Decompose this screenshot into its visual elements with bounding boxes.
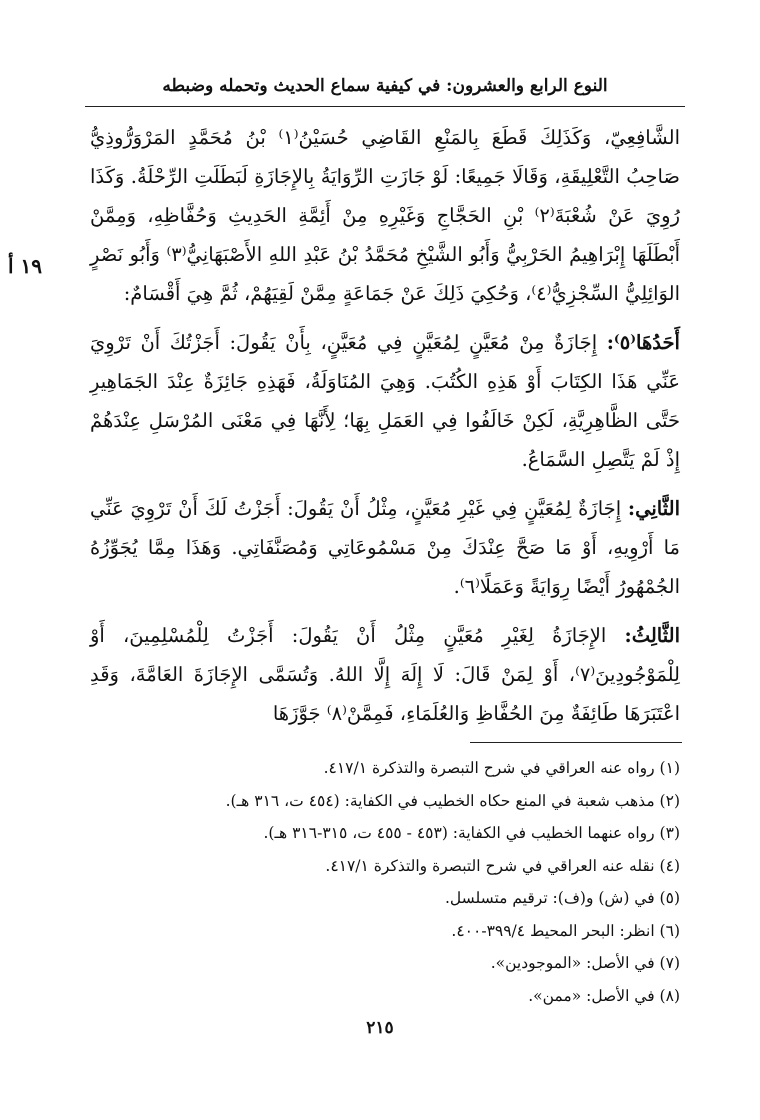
section-lead: الثَّانِي:: [627, 497, 680, 520]
footnotes: [100, 752, 680, 1012]
running-header: النوع الرابع والعشرون: في كيفية سماع الحديث وتحمله وضبطه: [162, 76, 608, 96]
section-text: الإِجَازَةُ لِغَيْرِ مُعَيَّنٍ مِثْلُ أَنْ يَقُولَ: أَجَزْتُ لِلْمُسْلِمِينَ، أَوْ لِلْمَوْجُودِينَ⁽٧⁾، أَوْ لِمَنْ قَالَ: لَا إِلَهَ إِلَّا اللهُ. وَتُسَمَّى الإِجَازَةَ العَامَّةَ، وَقَدِ اعْتَبَرَهَا طَائِفَةٌ مِنَ الحُفَّاظِ وَالعُلَمَاءِ، فَمِمَّنْ⁽٨⁾ جَوَّزَهَا: [90, 624, 680, 725]
header-rule: [85, 106, 685, 107]
body-paragraph: الشَّافِعِيّ، وَكَذَلِكَ قَطَعَ بِالمَنْعِ القَاضِي حُسَيْنُ⁽١⁾ بْنُ مُحَمَّدٍ المَرْوَرُّوذِيُّ صَاحِبُ التَّعْلِيقَةِ، وَقَالَا جَمِيعًا: لَوْ جَازَتِ الرِّوَايَةُ بِالإِجَازَةِ لَبَطَلَتِ الرِّحْلَةُ. وَكَذَا رُوِيَ عَنْ شُعْبَةَ⁽٢⁾ بْنِ الحَجَّاجِ وَغَيْرِهِ مِنْ أَئِمَّةِ الحَدِيثِ وَحُفَّاظِهِ، وَمِمَّنْ أَبْطَلَهَا إِبْرَاهِيمُ الحَرْبِيُّ وَأَبُو الشَّيْخِ مُحَمَّدُ بْنُ عَبْدِ اللهِ الأَصْبَهَانِيُّ⁽٣⁾ وَأَبُو نَصْرٍ الوَائِلِيُّ السِّجْزِيُّ⁽٤⁾، وَحُكِيَ ذَلِكَ عَنْ جَمَاعَةٍ مِمَّنْ لَقِيَهُمْ، ثُمَّ هِيَ أَقْسَامٌ:: [90, 126, 680, 305]
section-text: إِجَازَةٌ مِنْ مُعَيَّنٍ لِمُعَيَّنٍ فِي مُعَيَّنٍ، بِأَنْ يَقُولَ: أَجَزْتُكَ أَنْ تَرْوِيَ عَنِّي هَذَا الكِتَابَ أَوْ هَذِهِ الكُتُبَ. وَهِيَ المُنَاوَلَةُ، فَهَذِهِ جَائِزَةٌ عِنْدَ الجَمَاهِيرِ حَتَّى الظَّاهِرِيَّةِ، لَكِنْ خَالَفُوا فِي العَمَلِ بِهَا؛ لِأَنَّهَا فِي مَعْنَى المُرْسَلِ عِنْدَهُمْ إِذْ لَمْ يَتَّصِلِ السَّمَاعُ.: [90, 331, 680, 471]
footnote: (٥) في (ش) و(ف): ترقيم متسلسل.: [445, 889, 680, 907]
footnote: (٣) رواه عنهما الخطيب في الكفاية: (٤٥٣ - ٤٥٥ ت، ٣١٥-٣١٦ هـ).: [263, 824, 680, 842]
main-text: [90, 118, 680, 733]
footnote: (٦) انظر: البحر المحيط ٣٩٩/٤-٤٠٠.: [451, 921, 680, 940]
margin-folio-note: ١٩ أ: [8, 254, 43, 278]
footnote: (٧) في الأصل: «الموجودين».: [490, 954, 680, 972]
footnote: (٤) نقله عنه العراقي في شرح التبصرة والتذكرة ٤١٧/١.: [325, 856, 680, 875]
footnote: (٢) مذهب شعبة في المنع حكاه الخطيب في الكفاية: (٤٥٤ ت، ٣١٦ هـ).: [225, 791, 680, 810]
section-third: [90, 616, 680, 733]
section-second: [90, 489, 680, 606]
section-text: إِجَازَةٌ لِمُعَيَّنٍ فِي غَيْرِ مُعَيَّنٍ، مِثْلُ أَنْ يَقُولَ: أَجَزْتُ لَكَ أَنْ تَرْوِيَ عَنِّي مَا أَرْوِيهِ، أَوْ مَا صَحَّ عِنْدَكَ مِنْ مَسْمُوعَاتِي وَمُصَنَّفَاتِي. وَهَذَا مِمَّا يُجَوِّزُهُ الجُمْهُورُ أَيْضًا رِوَايَةً وَعَمَلًا⁽٦⁾.: [90, 497, 680, 598]
section-first: [90, 323, 680, 479]
footnote-rule: [470, 742, 682, 743]
footnote: (٨) في الأصل: «ممن».: [528, 986, 680, 1005]
footnote: (١) رواه عنه العراقي في شرح التبصرة والتذكرة ٤١٧/١.: [323, 759, 680, 777]
page-number: ٢١٥: [366, 1018, 394, 1038]
section-lead: أَحَدُهَا⁽٥⁾:: [606, 331, 680, 354]
section-lead: الثَّالِثُ:: [624, 624, 680, 647]
